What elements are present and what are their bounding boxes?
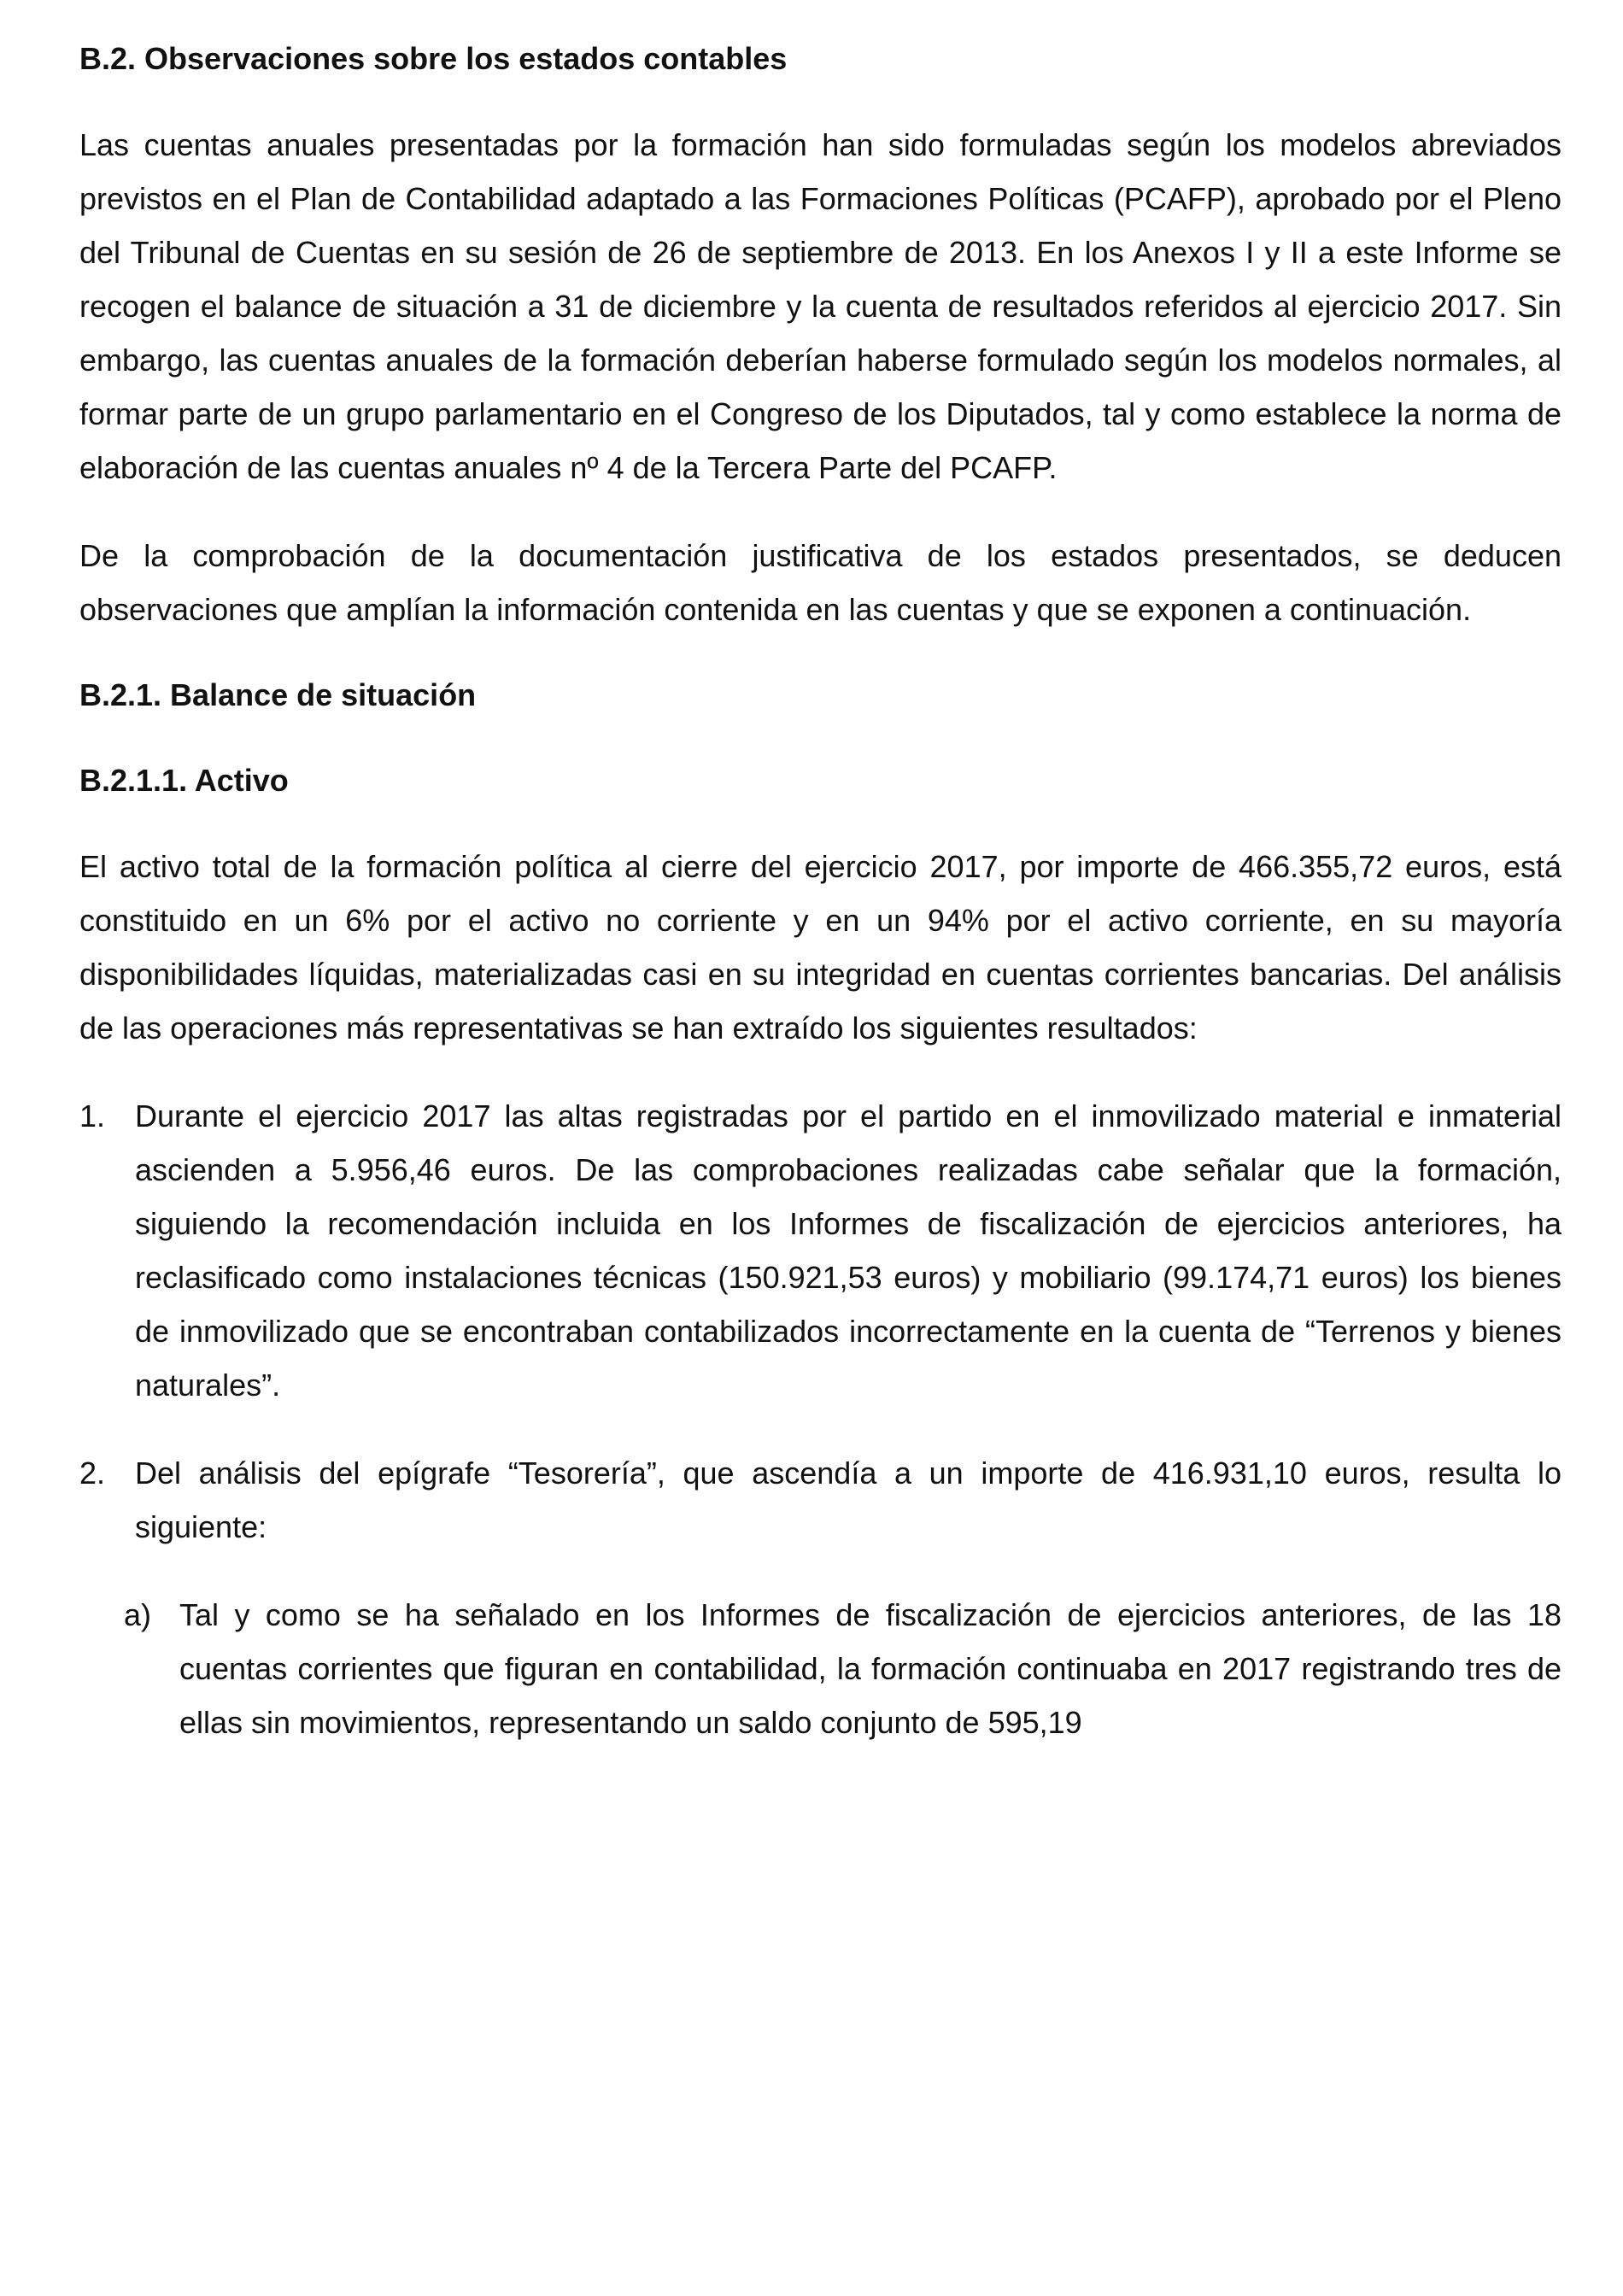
activo-paragraph: El activo total de la formación política al cierre del ejercicio 2017, por importe de 466.355,72 euros, está constituido en un 6% por el activo no corriente y en un 94% por el activo corriente, en su mayoría disponibilidades líquidas, materializadas casi en su integridad en cuentas corrientes bancarias. Del análisis de las operaciones más representativas se han extraído los siguientes resultados: bbox=[79, 849, 1561, 1046]
list-item bbox=[79, 1446, 1561, 1554]
list-item bbox=[79, 1089, 1561, 1412]
subsubsection-heading: B.2.1.1. Activo bbox=[79, 763, 289, 798]
sublist-marker: a) bbox=[124, 1597, 152, 1632]
list-item-text: Durante el ejercicio 2017 las altas registradas por el partido en el inmovilizado material e inmaterial ascienden a 5.956,46 euros. De las comprobaciones realizadas cabe señalar que la formación, siguiendo la recomendación incluida en los Informes de fiscalización de ejercicios anteriores, ha reclasificado como instalaciones técnicas (150.921,53 euros) y mobiliario (99.174,71 euros) los bienes de inmovilizado que se encontraban contabilizados incorrectamente en la cuenta de “Terrenos y bienes naturales”. bbox=[135, 1098, 1561, 1403]
list-marker: 1. bbox=[79, 1098, 106, 1133]
section-heading: B.2. Observaciones sobre los estados contables bbox=[79, 41, 788, 76]
intro-paragraph-1: Las cuentas anuales presentadas por la formación han sido formuladas según los modelos abreviados previstos en el Plan de Contabilidad adaptado a las Formaciones Políticas (PCAFP), aprobado por el Pleno del Tribunal de Cuentas en su sesión de 26 de septiembre de 2013. En los Anexos I y II a este Informe se recogen el balance de situación a 31 de diciembre y la cuenta de resultados referidos al ejercicio 2017. Sin embargo, las cuentas anuales de la formación deberían haberse formulado según los modelos normales, al formar parte de un grupo parlamentario en el Congreso de los Diputados, tal y como establece la norma de elaboración de las cuentas anuales nº 4 de la Tercera Parte del PCAFP. bbox=[79, 127, 1561, 485]
document-page bbox=[79, 32, 1561, 1749]
intro-paragraph-2: De la comprobación de la documentación justificativa de los estados presentados, se deducen observaciones que amplían la información contenida en las cuentas y que se exponen a continuación. bbox=[79, 538, 1561, 627]
sublist-item-text: Tal y como se ha señalado en los Informes de fiscalización de ejercicios anteriores, de las 18 cuentas corrientes que figuran en contabilidad, la formación continuaba en 2017 registrando tres de ellas sin movimientos, representando un saldo conjunto de 595,19 bbox=[179, 1597, 1561, 1740]
list-marker: 2. bbox=[79, 1456, 106, 1491]
list-item-text: Del análisis del epígrafe “Tesorería”, que ascendía a un importe de 416.931,10 euros, resulta lo siguiente: bbox=[135, 1456, 1561, 1544]
sublist-item bbox=[124, 1588, 1561, 1749]
subsection-heading: B.2.1. Balance de situación bbox=[79, 677, 477, 712]
